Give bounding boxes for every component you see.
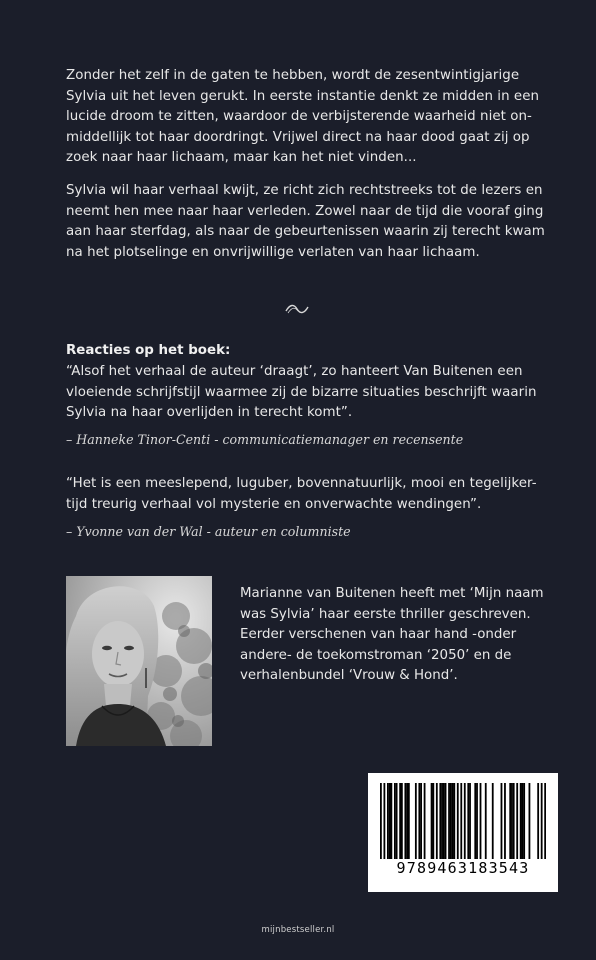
barcode-bars (380, 783, 546, 859)
barcode-bar (439, 783, 441, 859)
barcode-bar (436, 783, 438, 859)
barcode-bar (390, 783, 392, 859)
barcode-bar (485, 783, 487, 859)
barcode-bar (424, 783, 426, 859)
blurb-line: Sylvia uit het leven gerukt. In eerste instantie denkt ze midden in een (66, 88, 540, 104)
barcode-bar (450, 783, 452, 859)
barcode-bar (443, 783, 445, 859)
barcode-bar (480, 783, 482, 859)
tilde-ornament-icon (283, 303, 311, 315)
barcode-bar (418, 783, 420, 859)
barcode-bar (396, 783, 398, 859)
barcode-bar (467, 783, 469, 859)
barcode-bar (406, 783, 408, 859)
review-quote-1 (66, 362, 546, 424)
barcode-bar (431, 783, 433, 859)
barcode-bar (511, 783, 513, 859)
quote-line: tijd treurig verhaal vol mysterie en onverwachte wendingen”. (66, 496, 482, 512)
barcode-bar (529, 783, 531, 859)
barcode-bar (387, 783, 389, 859)
quote-line: vloeiende schrijfstijl waarmee zij de bizarre situaties beschrijft waarin (66, 384, 537, 400)
barcode-bar (389, 783, 391, 859)
review-attribution-1: – Hanneke Tinor-Centi - communicatiemanager en recensente (66, 432, 464, 447)
barcode-bar (457, 783, 459, 859)
barcode-bar (401, 783, 403, 859)
bio-line: was Sylvia’ haar eerste thriller geschreven. (240, 606, 531, 622)
barcode-bar (509, 783, 511, 859)
barcode-bar (520, 783, 522, 859)
blurb-line: zoek naar haar lichaam, maar kan het niet vinden... (66, 150, 417, 165)
quote-line: “Het is een meeslepend, luguber, bovennatuurlijk, mooi en tegelijker- (66, 476, 537, 491)
barcode-bar (504, 783, 506, 859)
barcode-bar (415, 783, 417, 859)
bio-line: Marianne van Buitenen heeft met ‘Mijn naam (240, 586, 544, 601)
author-bio (240, 584, 544, 687)
barcode-bar (523, 783, 525, 859)
barcode-bar (380, 783, 382, 859)
blurb-line: na het plotselinge en onvrijwillige verlaten van haar lichaam. (66, 244, 480, 260)
barcode-bar (420, 783, 422, 859)
barcode-bar (445, 783, 447, 859)
barcode-bar (448, 783, 450, 859)
barcode-bar (464, 783, 466, 859)
barcode-bar (476, 783, 478, 859)
author-photo (66, 576, 212, 746)
barcode-bar (544, 783, 546, 859)
barcode-bar (522, 783, 524, 859)
barcode-bar (541, 783, 543, 859)
barcode-bar (399, 783, 401, 859)
blurb-line: Zonder het zelf in de gaten te hebben, wordt de zesentwintigjarige (66, 68, 520, 83)
quote-line: “Alsof het verhaal de auteur ‘draagt’, zo hanteert Van Buitenen een (66, 364, 523, 379)
barcode-bar (408, 783, 410, 859)
barcode-bar (432, 783, 434, 859)
isbn-number: 9789463183543 (396, 859, 530, 877)
blurb-line: middellijk tot haar doordringt. Vrijwel direct na haar dood gaat zij op (66, 129, 530, 145)
barcode-bar (394, 783, 396, 859)
barcode-bar (513, 783, 515, 859)
barcode-bar (469, 783, 471, 859)
barcode-bar (537, 783, 539, 859)
quote-line: Sylvia na haar overlijden in terecht komt”. (66, 405, 353, 420)
barcode-bar (452, 783, 454, 859)
publisher-name: mijnbestseller.nl (261, 925, 335, 935)
barcode-bar (474, 783, 476, 859)
barcode-bar (492, 783, 494, 859)
reviews-heading: Reacties op het boek: (66, 343, 231, 358)
blurb-line: aan haar sterfdag, als naar de gebeurtenissen waarin zij terecht kwam (66, 224, 545, 239)
barcode-bar (383, 783, 385, 859)
blurb-line: lucide droom te zitten, waardoor de verbijsterende waarheid niet on- (66, 109, 532, 124)
bio-line: andere- de toekomstroman ‘2050’ en de (240, 647, 512, 663)
blurb-paragraph-1 (66, 66, 546, 169)
review-attribution-2: – Yvonne van der Wal - auteur en columniste (66, 524, 351, 539)
barcode-bar (501, 783, 503, 859)
barcode-bar (460, 783, 462, 859)
barcode-bar (453, 783, 455, 859)
blurb-line: neemt hen mee naar haar verleden. Zowel naar de tijd die vooraf ging (66, 203, 544, 219)
barcode-bar (516, 783, 518, 859)
barcode-bar (404, 783, 406, 859)
isbn-barcode (368, 773, 558, 892)
review-quote-2 (66, 474, 546, 515)
bio-line: Eerder verschenen van haar hand -onder (240, 627, 517, 642)
bio-line: verhalenbundel ‘Vrouw & Hond’. (240, 668, 458, 683)
blurb-line: Sylvia wil haar verhaal kwijt, ze richt zich rechtstreeks tot de lezers en (66, 183, 543, 198)
barcode-bar (441, 783, 443, 859)
blurb-paragraph-2 (66, 181, 546, 263)
